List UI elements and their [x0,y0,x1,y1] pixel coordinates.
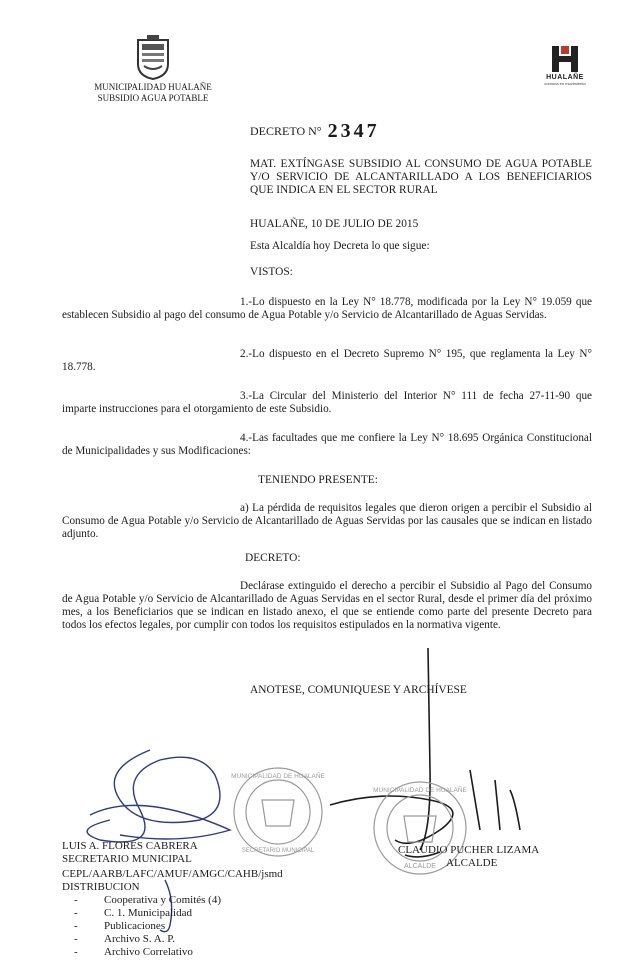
stamp-left-text: MUNICIPALIDAD DE HUALAÑE [231,773,325,780]
mayor-name: CLAUDIO PUCHER LIZAMA [398,844,540,856]
stamp-left-bottom: SECRETARIO MUNICIPAL [241,848,315,854]
decree-date: HUALAÑE, 10 DE JULIO DE 2015 [250,218,419,230]
distribution-heading: DISTRIBUCION [62,881,140,893]
mayor-title: ALCALDE [446,857,498,869]
list-item: - Archivo Correlativo [74,946,193,958]
secretary-signature-block [62,840,198,866]
decree-label: DECRETO N° [250,124,322,138]
mayor-signature-block [398,844,539,870]
mayor-signature-icon [330,648,520,857]
list-item: - Publicaciones [74,920,166,932]
decree-number: 2347 [327,120,380,142]
brand-tagline: comuna en movimiento [544,81,586,86]
closing-formula: ANOTESE, COMUNIQUESE Y ARCHÍVESE [250,684,467,696]
considerando-text: a) La pérdida de requisitos legales que dieron origen a percibir el Subsidio al Consumo de Agua Potable y/o Servicio de Alcantarillado de Aguas Servidas por las causales que se indican en listado adjunto. [62,502,592,540]
secretary-title: SECRETARIO MUNICIPAL [62,853,192,865]
list-item: - Cooperativa y Comités (4) [74,894,222,906]
distribution-list [62,894,221,959]
vistos-item-2: 2.-Lo dispuesto en el Decreto Supremo N° 195, que reglamenta la Ley N° 18.778. [62,348,592,373]
decree-subject: MAT. EXTÍNGASE SUBSIDIO AL CONSUMO DE AGUA POTABLE Y/O SERVICIO DE ALCANTARILLADO A LOS BENEFICIARIOS QUE INDICA EN EL SECTOR RURAL [250,158,592,196]
resolucion-heading: DECRETO: [245,552,301,564]
decree-intro: Esta Alcaldía hoy Decreta lo que sigue: [250,240,430,252]
list-item: - C. 1. Municipalidad [74,907,192,919]
municipality-name: MUNICIPALIDAD HUALAÑE [94,82,212,92]
resolucion-text: Declárase extinguido el derecho a percibir el Subsidio al Pago del Consumo de Agua Potable y/o Servicio de Alcantarillado de Aguas Servidas en el sector Rural, desde el primer día del próximo mes, a los Beneficiarios que se indican en listado anexo, el que se entiende como parte del presente Decreto para todos los efectos legales, por cumplir con todos los requisitos estipulados en la normativa vigente. [62,580,592,631]
considerando-heading: TENIENDO PRESENTE: [258,474,378,486]
distribution-initials: CEPL/AARB/LAFC/AMUF/AMGC/CAHB/jsmd [62,868,283,880]
vistos-heading: VISTOS: [250,266,293,278]
vistos-item-3: 3.-La Circular del Ministerio del Interior N° 111 de fecha 27-11-90 que imparte instrucciones para el otorgamiento de este Subsidio. [62,390,592,415]
stamp-right-bottom: ALCALDE [404,863,436,870]
stamp-right-text: MUNICIPALIDAD DE HUALAÑE [373,787,467,794]
distribution-header [62,868,283,894]
vistos-item-4: 4.-Las facultades que me confiere la Ley N° 18.695 Orgánica Constitucional de Municipalidades y sus Modificaciones: [62,432,592,457]
vistos-item-1: 1.-Lo dispuesto en la Ley N° 18.778, modificada por la Ley N° 19.059 que establecen Subsidio al pago del consumo de Agua Potable y/o Servicio de Alcantarillado de Aguas Servidas. [62,296,592,321]
brand-name: HUALAÑE [546,74,584,81]
secretary-name: LUIS A. FLORES CABRERA [62,840,198,852]
list-item: - Archivo S. A. P. [74,933,175,945]
department-name: SUBSIDIO AGUA POTABLE [97,93,209,103]
stamp-secretary-icon [234,768,322,856]
